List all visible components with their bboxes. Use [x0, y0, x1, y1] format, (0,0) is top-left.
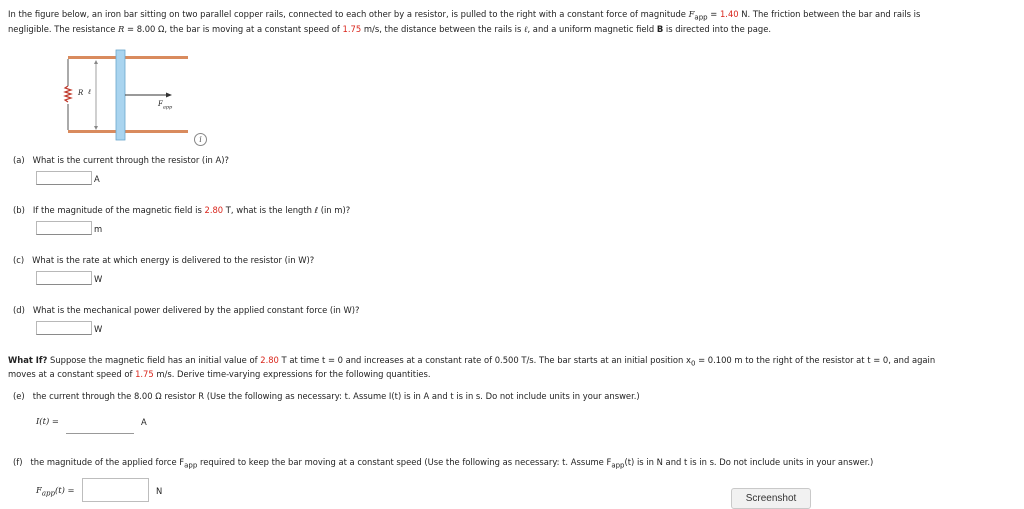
initial-field-value: 2.80	[260, 355, 279, 365]
field-value: 2.80	[204, 205, 224, 215]
screenshot-button[interactable]: Screenshot	[731, 488, 811, 509]
part-a-question: (a) What is the current through the resistor (in A)?	[13, 155, 229, 165]
part-b-question: (b) If the magnitude of the magnetic field is 2.80 T, what is the length ℓ (in m)?	[13, 205, 351, 215]
what-if-line-1: What If? Suppose the magnetic field has an initial value of 2.80 T at time t = 0 and increases at a constant rate of 0.500 T/s. The bar starts at an initial position $x_0 = 0.100$ m to the right of the resistor at t = 0, and again	[8, 355, 936, 368]
resistor-label: R	[78, 89, 84, 97]
part-e-answer-input[interactable]	[66, 418, 134, 434]
circuit-figure	[60, 48, 210, 146]
part-a-unit: A	[94, 174, 100, 184]
whatif-speed-value: 1.75	[135, 369, 154, 379]
part-e-unit: A	[141, 417, 147, 427]
part-b-answer-input[interactable]	[36, 221, 92, 235]
part-a-answer-input[interactable]	[36, 171, 92, 185]
intro-line-1: In the figure below, an iron bar sitting on two parallel copper rails, connected to each other by a resistor, is pulled to the right with a constant force of magnitude $F_{app} = 1.40$ N. The friction between the bar and rails is	[8, 9, 921, 22]
part-c-question: (c) What is the rate at which energy is delivered to the resistor (in W)?	[13, 255, 315, 265]
length-label: ℓ	[88, 88, 91, 96]
part-c-unit: W	[94, 274, 103, 284]
intro-line-2: negligible. The resistance R = 8.00 Ω, the bar is moving at a constant speed of 1.75 m/s, the distance between the rails is ℓ, and a uniform magnetic field B is directed into the page.	[8, 24, 772, 34]
rails-diagram	[60, 48, 210, 146]
part-c-answer-input[interactable]	[36, 271, 92, 285]
part-f-expression-label: $F_{app}(t)$ =	[36, 485, 75, 498]
part-d-question: (d) What is the mechanical power delivered by the applied constant force (in W)?	[13, 305, 360, 315]
speed-value: 1.75	[342, 24, 362, 34]
part-e-expression-label: I(t) =	[36, 416, 59, 426]
part-d-unit: W	[94, 324, 103, 334]
part-f-question: (f) the magnitude of the applied force $F_{app}$ required to keep the bar moving at a constant speed (Use the following as necessary: t. Assume $F_{app}(t)$ is in N and t is in s. Do not include units in your answer.)	[13, 457, 874, 470]
force-label: $F_{app}$	[158, 100, 173, 111]
part-b-unit: m	[94, 224, 103, 234]
part-d-answer-input[interactable]	[36, 321, 92, 335]
part-e-question: (e) the current through the 8.00 Ω resistor R (Use the following as necessary: t. Assume I(t) is in A and t is in s. Do not include units in your answer.)	[13, 391, 640, 401]
part-f-answer-input[interactable]	[82, 478, 149, 502]
part-f-unit: N	[156, 486, 163, 496]
what-if-line-2: moves at a constant speed of 1.75 m/s. Derive time-varying expressions for the following quantities.	[8, 369, 431, 379]
force-value: 1.40	[719, 9, 739, 19]
info-icon[interactable]: i	[194, 133, 207, 146]
